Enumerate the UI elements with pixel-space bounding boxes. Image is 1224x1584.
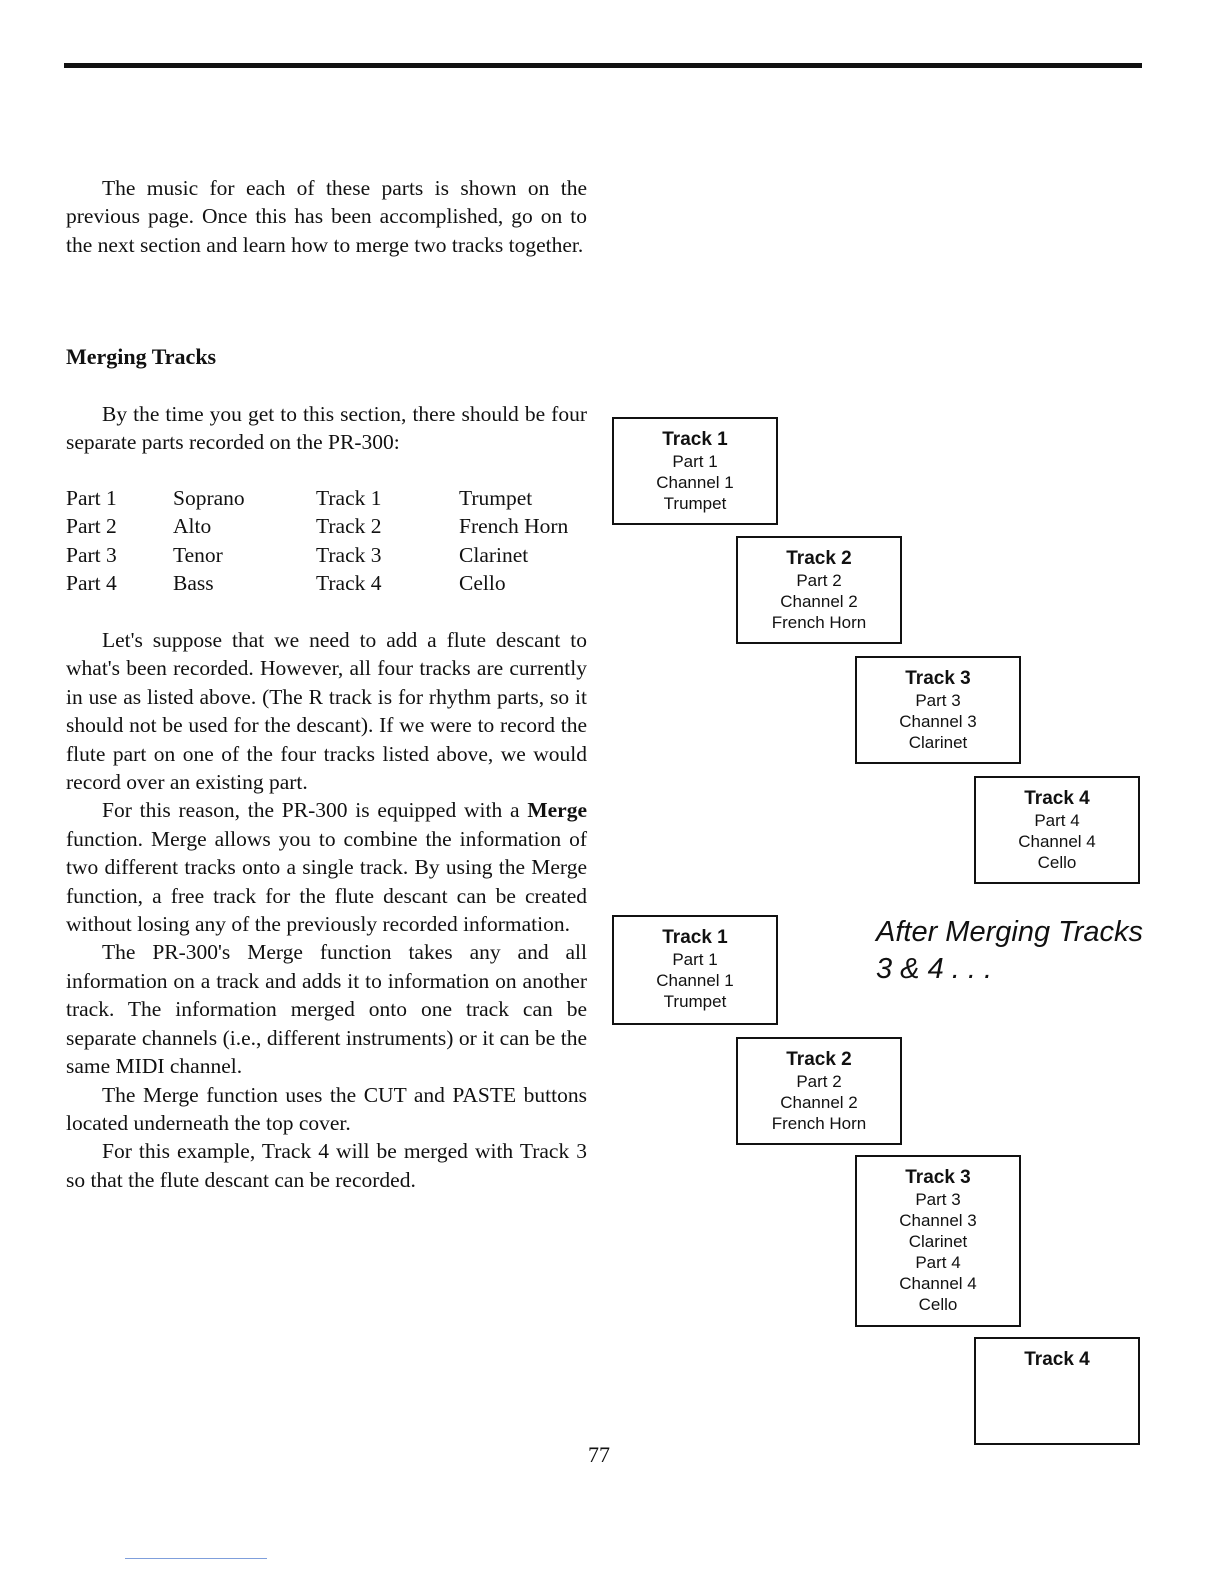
after-track-1-box: [612, 915, 778, 1025]
box-line: Cello: [918, 1295, 958, 1314]
box-line: Cello: [1037, 853, 1077, 872]
box-line: Channel 4: [899, 1274, 977, 1293]
parts-table: [66, 484, 568, 598]
table-cell-instrument: French Horn: [459, 514, 569, 539]
caption-line-1: After Merging Tracks: [876, 916, 1143, 948]
box-line: Part 1: [672, 452, 718, 471]
header-rule: [64, 63, 1142, 68]
table-cell-instrument: Clarinet: [459, 542, 529, 567]
after-merge-caption: [876, 914, 1166, 988]
box-line: Part 4: [1034, 811, 1080, 830]
box-line: Trumpet: [663, 494, 727, 513]
table-cell-part: Part 3: [66, 542, 117, 567]
table-cell-voice: Tenor: [173, 542, 223, 567]
section-heading: Merging Tracks: [66, 344, 217, 369]
box-line: Part 3: [915, 691, 961, 710]
table-cell-part: Part 2: [66, 514, 117, 539]
box-line: French Horn: [771, 613, 867, 632]
merge-term: Merge: [527, 798, 587, 823]
box-title: Track 1: [662, 927, 728, 948]
before-track-2-box: [736, 536, 902, 644]
before-track-4-box: [974, 776, 1140, 884]
para-cut: The Merge function uses the CUT and PASTE buttons located underneath the top cover.: [66, 1082, 587, 1135]
table-row: [66, 484, 568, 512]
intro-paragraph: The music for each of these parts is shown on the previous page. Once this has been accomplished, go on to the next section and learn how to merge two tracks together.: [66, 176, 587, 257]
para-example: For this example, Track 4 will be merged with Track 3 so that the flute descant can be recorded.: [66, 1139, 587, 1192]
para-time-block: [66, 400, 587, 457]
box-title: Track 1: [662, 429, 728, 450]
before-track-1-box: [612, 417, 778, 525]
table-cell-voice: Alto: [173, 514, 212, 539]
table-cell-voice: Bass: [173, 571, 214, 596]
after-track-3-box: [855, 1155, 1021, 1327]
table-cell-part: Part 1: [66, 486, 117, 510]
para-reason: [66, 796, 587, 938]
box-title: Track 2: [786, 1049, 852, 1070]
box-title: Track 4: [1024, 788, 1090, 809]
box-title: Track 3: [905, 668, 971, 689]
after-track-4-box: [974, 1337, 1140, 1445]
page-number: 77: [588, 1442, 610, 1467]
caption-line-2: 3 & 4 . . .: [876, 953, 993, 985]
box-title: Track 4: [1024, 1349, 1090, 1370]
body-paragraphs: [66, 626, 587, 1194]
box-line: Channel 3: [899, 712, 977, 731]
intro-paragraph-block: [66, 174, 587, 259]
table-row: [66, 512, 568, 540]
box-line: Part 2: [796, 571, 842, 590]
table-cell-track: Track 4: [316, 571, 382, 596]
box-line: Part 2: [796, 1072, 842, 1091]
box-line: Part 3: [915, 1190, 961, 1209]
table-cell-part: Part 4: [66, 571, 117, 596]
para-reason-start: For this reason, the PR-300 is equipped with a: [102, 798, 520, 823]
box-line: Channel 2: [780, 592, 858, 611]
before-track-3-box: [855, 656, 1021, 764]
box-line: Clarinet: [908, 733, 968, 752]
table-row: [66, 569, 568, 597]
box-line: Part 1: [672, 950, 718, 969]
table-cell-voice: Soprano: [173, 486, 245, 510]
box-line: Channel 3: [899, 1211, 977, 1230]
table-cell-track: Track 3: [316, 542, 382, 567]
box-line: Part 4: [915, 1253, 961, 1272]
table-cell-instrument: Cello: [459, 571, 506, 596]
box-title: Track 2: [786, 548, 852, 569]
box-line: Channel 1: [656, 473, 734, 492]
table-cell-track: Track 1: [316, 486, 382, 510]
box-line: Channel 4: [1018, 832, 1096, 851]
para-reason-end: function. Merge allows you to combine the information of two different tracks onto a single track. By using the Merge function, a free track for the flute descant can be created without losing any of the previously recorded information.: [66, 826, 587, 937]
table-cell-instrument: Trumpet: [459, 486, 533, 510]
box-title: Track 3: [905, 1167, 971, 1188]
para-time: By the time you get to this section, there should be four separate parts recorded on the PR-300:: [66, 402, 587, 455]
table-cell-track: Track 2: [316, 514, 382, 539]
box-line: Channel 1: [656, 971, 734, 990]
box-line: Channel 2: [780, 1093, 858, 1112]
box-line: Trumpet: [663, 992, 727, 1011]
para-function: The PR-300's Merge function takes any and all information on a track and adds it to information on another track. The information merged onto one track can be separate channels (i.e., different instruments) or it can be the same MIDI channel.: [66, 940, 587, 1079]
after-track-2-box: [736, 1037, 902, 1145]
box-line: French Horn: [771, 1114, 867, 1133]
box-line: Clarinet: [908, 1232, 968, 1251]
footer-line: [125, 1558, 267, 1559]
para-suppose: Let's suppose that we need to add a flute descant to what's been recorded. However, all four tracks are currently in use as listed above. (The R track is for rhythm parts, so it should not be used for the descant). If we were to record the flute part on one of the four tracks listed above, we would record over an existing part.: [66, 628, 587, 795]
table-row: [66, 541, 568, 569]
